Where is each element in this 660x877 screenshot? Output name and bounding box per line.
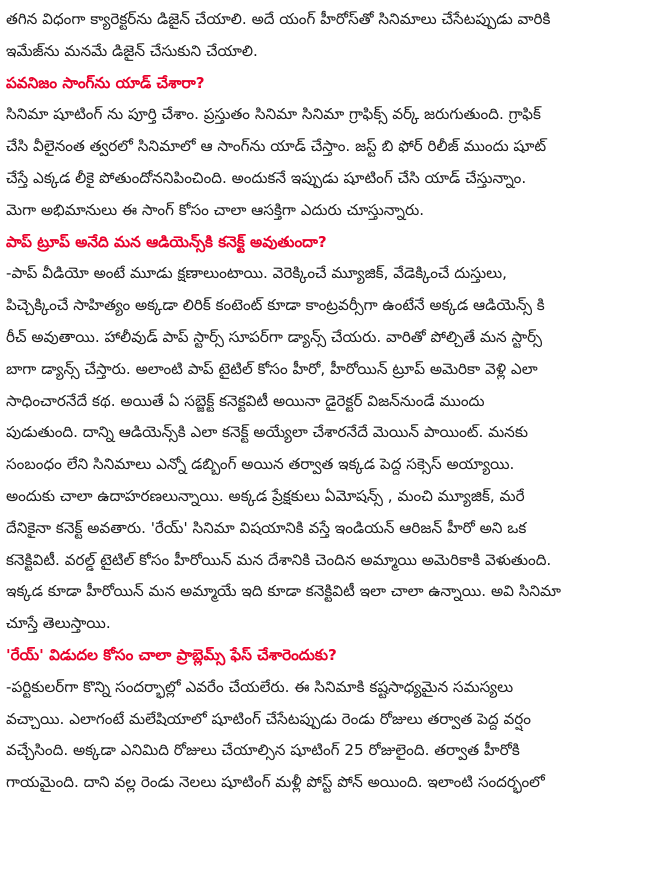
paragraph-line: చూస్తే తెలుస్తాయి.	[6, 614, 111, 633]
paragraph-line: మెగా అభిమానులు ఈ సాంగ్‌ కోసం చాలా ఆసక్తిగా ఎదురు చూస్తున్నారు.	[6, 200, 425, 219]
answer-paragraph	[6, 4, 654, 68]
paragraph-line: సాధించారనేదే కథ. అయితే ఏ సబ్జెక్ట్‌ కనెక్టవిటీ అయినా డైరెక్టర్‌ విజన్‌నుండే ముందు	[6, 391, 485, 410]
paragraph-line: పిచ్చెక్కించే సాహిత్యం అక్కడా లిరిక్‌ కంటెంట్‌ కూడా కాంట్రవర్సీగా ఉంటేనే అక్కడ ఆడియెన్స్‌ కి	[6, 296, 545, 315]
paragraph-line: అందుకు చాలా ఉదాహరణలున్నాయి. అక్కడ ప్రేక్షకులు ఏమోషన్స్‌ , మంచి మ్యూజిక్‌, మరే	[6, 486, 525, 505]
paragraph-line: కనెక్టివిటీ. వరల్డ్‌ టైటిల్‌ కోసం హీరోయిన్‌ మన దేశానికి చెందిన అమ్మాయి అమెరికాకి వెళుతుంది.	[6, 550, 552, 569]
answer-paragraph	[6, 258, 654, 640]
question-text: పవనిజం సాంగ్‌ను యాడ్‌ చేశారా?	[6, 73, 205, 92]
question-heading	[6, 227, 654, 259]
paragraph-line: వచ్చాయి. ఎలాగంటే మలేషియాలో షూటింగ్‌ చేసేటప్పుడు రెండు రోజులు తర్వాత పెద్ద వర్షం	[6, 709, 531, 728]
paragraph-line: ఇమేజ్‌ను మనమే డిజైన్‌ చేసుకుని చేయాలి.	[6, 41, 258, 60]
paragraph-line: పుడుతుంది. దాన్ని ఆడియెన్స్‌కి ఎలా కనెక్ట్‌ అయ్యేలా చేశారనేదే మెయిన్‌ పాయింట్‌. మనకు	[6, 423, 529, 442]
paragraph-line: తగిన విధంగా క్యారెక్టర్‌ను డిజైన్‌ చేయాలి. అదే యంగ్‌ హీరోస్‌తో సినిమాలు చేసేటప్పుడు వారికి	[6, 10, 551, 28]
question-heading	[6, 640, 654, 672]
paragraph-line: రీచ్‌ అవుతాయి. హాలీవుడ్‌ పాప్‌ స్టార్స్‌ సూపర్‌గా డ్యాన్స్‌ చేయరు. వారితో పోల్చితే మన స్టార్స్‌	[6, 327, 543, 346]
paragraph-line: బాగా డ్యాన్స్‌ చేస్తారు. అలాంటి పాప్‌ టైటిల్‌ కోసం హీరో, హీరోయిన్‌ ట్రూప్‌ అమెరికా వెళ్లి ఎలా	[6, 359, 538, 378]
paragraph-line: -పర్టికులర్‌గా కొన్ని సందర్భాల్లో ఎవరేం చేయలేరు. ఈ సినిమాకి కష్టసాధ్యమైన సమస్యలు	[6, 677, 514, 696]
question-heading	[6, 68, 654, 100]
answer-paragraph	[6, 672, 654, 799]
question-text: పాప్‌ ట్రూప్‌ అనేది మన ఆడియెన్స్‌కి కనెక్ట్‌ అవుతుందా?	[6, 232, 327, 251]
paragraph-line: చేస్తే ఎక్కడ లీకై పోతుందోననిపించింది. అందుకనే ఇప్పుడు షూటింగ్‌ చేసి యాడ్‌ చేస్తున్నాం.	[6, 168, 527, 187]
paragraph-line: వచ్చేసింది. అక్కడా ఎనిమిది రోజులు చేయాల్సిన షూటింగ్‌ 25 రోజులైంది. తర్వాత హీరోకి	[6, 741, 520, 760]
paragraph-line: దేనికైనా కనెక్ట్‌ అవతారు. 'రేయ్‌' సినిమా విషయానికి వస్తే ఇండియన్‌ ఆరిజన్‌ హీరో అని ఒక	[6, 518, 527, 537]
paragraph-line: చేసి వీలైనంత త్వరలో సినిమాలో ఆ సాంగ్‌ను యాడ్‌ చేస్తాం. జస్ట్‌ బి ఫోర్‌ రిలీజ్‌ ముందు షూట్‌	[6, 137, 547, 156]
paragraph-line: గాయమైంది. దాని వల్ల రెండు నెలలు షూటింగ్‌ మళ్లీ పోస్ట్‌ పోన్‌ అయింది. ఇలాంటి సందర్భంలో	[6, 773, 545, 792]
paragraph-line: ఇక్కడ కూడా హీరోయిన్‌ మన అమ్మాయే ఇది కూడా కనెక్టివిటీ ఇలా చాలా ఉన్నాయి. అవి సినిమా	[6, 582, 562, 601]
paragraph-line: సంబంధం లేని సినిమాలు ఎన్నో డబ్బింగ్‌ అయిన తర్వాత ఇక్కడ పెద్ద సక్సెస్‌ అయ్యాయి.	[6, 455, 515, 474]
question-text: 'రేయ్‌' విడుదల కోసం చాలా ప్రాబ్లెమ్స్‌ ఫేస్‌ చేశారెందుకు?	[6, 645, 337, 664]
answer-paragraph	[6, 99, 654, 226]
paragraph-line: -పాప్‌ వీడియో అంటే మూడు క్షణాలుంటాయి. వెరెక్కించే మ్యూజిక్‌, వేడెక్కించే దుస్తులు,	[6, 264, 508, 283]
paragraph-line: సినిమా షూటింగ్‌ ను పూర్తి చేశాం. ప్రస్తుతం సినిమా సినిమా గ్రాఫిక్స్‌ వర్క్‌ జరుగుతుంది. గ్రాఫిక్‌	[6, 105, 541, 124]
